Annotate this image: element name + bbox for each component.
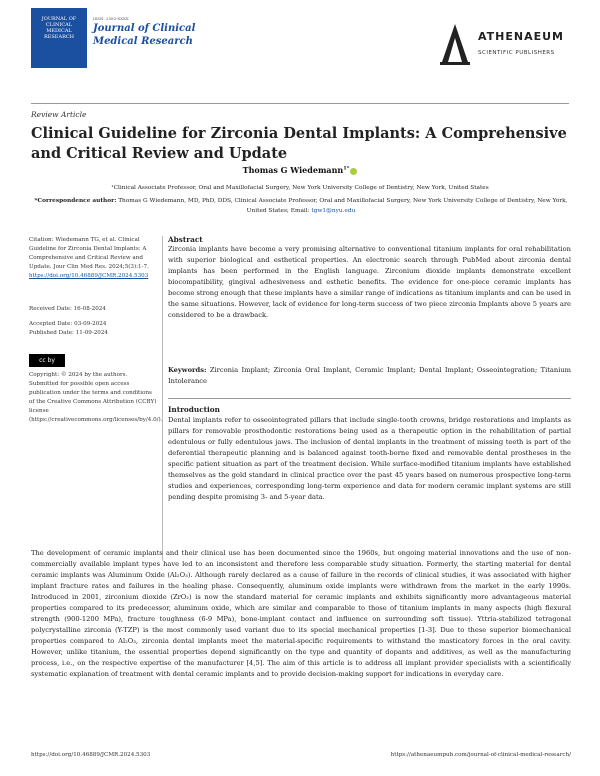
dates: [29, 305, 157, 338]
footer-doi[interactable]: https://doi.org/10.46889/JCMR.2024.5303: [31, 752, 151, 758]
article-type: Review Article: [31, 110, 87, 119]
abstract-text: Zirconia implants have become a very promising alternative to conventional titanium implants for oral rehabilitation with superior biological and esthetical properties. An electronic search through PubMed about zirconia dental implants has been performed in the English language. Zirconium dioxide implants demonstrate excellent biocompatibility, gingival adhesiveness and esthetic benefits. The evidence for one-piece ceramic implants has become strong enough that these implants have a similar range of indications as titanium implants and can be used in the same situations. However, lack of evidence for long-term success of two piece zirconia Implants above 5 years are considered to be a drawback.: [168, 245, 571, 319]
abstract-heading: Abstract: [168, 235, 203, 244]
journal-cover-image: [31, 8, 87, 68]
received-date: Received Date: 16-08-2024: [29, 306, 106, 312]
cover-line: JOURNAL OF: [41, 16, 77, 22]
keywords-divider: [168, 398, 571, 399]
journal-name-line: Journal of Clinical: [93, 23, 196, 34]
introduction-para2: The development of ceramic implants and their clinical use has been documented since the 1960s, but ongoing material innovations and the use of non-commercially available implant types have led to an inconsistent and therefore less comparable study situation. Formerly, the starting material for dental ceramic implants was Aluminum Oxide (Al₂O₃). Although rarely declared as a cause of failure in the records of clinical studies, it was associated with higher implant fracture rates and failures in the healing phase. Consequently, aluminum oxide implants were withdrawn from the market in the early 1990s. Introduced in 2001, zirconium dioxide (ZrO₂) is now the standard material for ceramic implants and exhibits significantly more advantageous material properties compared to its predecessor, aluminum oxide, which are similar and comparable to those of titanium implants in many aspects (high flexural strength (900-1200 MPa), fracture toughness (6-9 MPa), bone-implant contact and influence on surrounding soft tissue). Yttria-stabilized tetragonal polycrystalline zirconia (Y-TZP) is the most commonly used variant due to its special mechanical properties [1-3]. Due to these superior biomechanical properties compared to Al₂O₃, zirconia dental implants meet the material-specific requirements to withstand the masticatory forces in the oral cavity. However, unlike titanium, the essential properties depend significantly on the type and quantity of dopants and additives, as well as the manufacturing process, i.e., on the respective expertise of the manufacturer [4,5]. The aim of this article is to address all implant provider specialists with a scientifically systematic explanation of treatment with dental ceramic implants and to provide decision-making support for indications in everyday care.: [31, 549, 571, 678]
correspondence: [31, 196, 571, 216]
sidebar: [29, 236, 163, 431]
author-line: [0, 165, 600, 175]
accepted-date: Accepted Date: 03-09-2024: [29, 321, 107, 327]
published-date: Published Date: 11-09-2024: [29, 330, 108, 336]
citation-text: Citation: Wiedemann TG, et al. Clinical Guideline for Zirconia Dental Implants: A Comprehensive and Critical Review and Update. Jour Clin Med Res. 2024;5(3):1-7.: [29, 237, 149, 270]
keywords-text: Zirconia Implant; Zirconia Oral Implant, Ceramic Implant; Dental Implant; Osseointegration; Titanium Intolerance: [168, 366, 571, 385]
article-title: Clinical Guideline for Zirconia Dental Implants: A Comprehensive and Critical Review and Update: [31, 125, 567, 162]
cover-line: RESEARCH: [43, 34, 75, 40]
publisher-logo-icon: [440, 22, 470, 66]
correspondence-email-link[interactable]: tgw1@nyu.edu: [311, 208, 356, 214]
introduction-para1: Dental implants refer to osseointegrated pillars that include single-tooth crowns, bridge restorations and implants as pillars for removable prosthodontic restorations being used as a therapeutic option in the rehabilitation of partial edentulous or fully edentulous jaws. The inclusion of dental implants in the treatment of missing teeth is part of the deferential therapeutic planning and is balanced against tooth-borne fixed and removable dental prostheses in the specific patient situation as part of the treatment decision. While surface-modified titanium implants have established themselves as the gold standard in clinical practice over the past 45 years based on numerous prospective long-term studies and experiences, corresponding long-term experience and data for modern ceramic implant systems are still pending despite promising 3- and 5-year data.: [168, 416, 571, 501]
column-divider: [162, 236, 163, 561]
correspondence-label: *Correspondence author:: [34, 198, 117, 204]
header-divider: [31, 103, 569, 104]
keywords-label: Keywords:: [168, 366, 207, 374]
keywords: [168, 365, 571, 387]
correspondence-text: Thomas G Wiedemann, MD, PhD, DDS, Clinical Associate Professor, Oral and Maxillofacial Surgery, New York University College of Dentistry, New York, United States; Email:: [118, 198, 568, 214]
copyright: Copyright: © 2024 by the authors. Submitted for possible open access publication under the terms and conditions of the Creative Commons Attribution (CCBY) license (https://creativecommons.org/licenses/by/4.0/).: [29, 372, 163, 423]
journal-issn: ISSN: 2583-XXXX: [93, 16, 129, 21]
cover-line: MEDICAL: [46, 28, 72, 34]
journal-name-line: Medical Research: [93, 36, 193, 47]
cc-license-icon[interactable]: cc by: [29, 354, 65, 367]
citation-doi-link[interactable]: https://doi.org/10.46889/JCMR.2024.5303: [29, 273, 149, 279]
introduction-wrap: [168, 415, 571, 535]
publisher-name: ATHENAEUM: [478, 30, 564, 43]
journal-name: [93, 22, 203, 48]
introduction-heading: Introduction: [168, 405, 220, 414]
author-name: Thomas G Wiedemann: [242, 165, 344, 175]
orcid-icon[interactable]: [350, 168, 357, 175]
affiliation: ¹Clinical Associate Professor, Oral and Maxillofacial Surgery, New York University College of Dentistry, New York, United States: [111, 185, 489, 191]
publisher-subtitle: SCIENTIFIC PUBLISHERS: [478, 50, 555, 56]
citation: [29, 236, 157, 281]
author-superscript: 1*: [343, 165, 350, 172]
footer-url[interactable]: https://athenaeumpub.com/journal-of-clinical-medical-research/: [390, 752, 571, 758]
cover-line: CLINICAL: [45, 22, 73, 28]
